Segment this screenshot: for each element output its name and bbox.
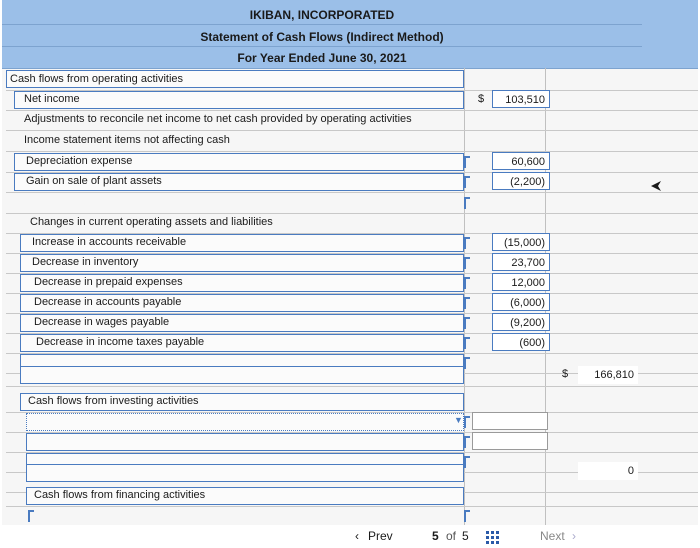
prev-button[interactable]: Prev [368,529,393,543]
label-field[interactable] [26,464,464,482]
decrease-wages-label: Decrease in wages payable [34,316,170,328]
adjustments-label: Adjustments to reconcile net income to net cash provided by operating activities [24,113,412,125]
income-items-label: Income statement items not affecting cash [24,134,230,146]
row-investing-1 [6,412,698,433]
operating-total-amount[interactable]: 166,810 [578,366,638,384]
dropdown-arrow-icon[interactable]: ▼ [454,415,463,425]
pagination-bar [0,525,700,548]
gain-sale-label: Gain on sale of plant assets [26,175,162,187]
decrease-ap-amount[interactable]: (6,000) [492,293,550,311]
gain-sale-amount[interactable]: (2,200) [492,172,550,190]
decrease-inventory-label: Decrease in inventory [32,256,139,268]
row-financing-title [6,486,698,507]
prev-chevron-icon[interactable]: ‹ [355,529,359,543]
row-changes-title [6,213,698,234]
statement-title: Statement of Cash Flows (Indirect Method) [200,30,444,44]
row-blank-1 [6,193,698,214]
row-income-items [6,131,698,152]
next-chevron-icon[interactable]: › [572,529,576,543]
row-gain-sale [6,172,698,193]
row-increase-ar [6,233,698,254]
investing-amount-2[interactable] [472,432,548,450]
investing-total-amount[interactable]: 0 [578,462,638,480]
decrease-wages-amount[interactable]: (9,200) [492,313,550,331]
depreciation-label: Depreciation expense [26,155,133,167]
row-adjustments [6,110,698,131]
label-field[interactable] [26,433,464,451]
depreciation-amount[interactable]: 60,600 [492,152,550,170]
operating-total-dollar: $ [562,368,569,380]
statement-header [2,0,698,69]
row-decrease-prepaid [6,273,698,294]
mouse-cursor-icon [650,180,662,192]
decrease-prepaid-label: Decrease in prepaid expenses [34,276,183,288]
grid-icon[interactable] [486,531,500,545]
current-page: 5 [432,529,439,543]
row-depreciation [6,152,698,173]
row-decrease-inventory [6,253,698,274]
investing-amount-1[interactable] [472,412,548,430]
statement-period: For Year Ended June 30, 2021 [237,51,407,65]
increase-ar-amount[interactable]: (15,000) [492,233,550,251]
row-net-income [6,90,698,111]
operating-title: Cash flows from operating activities [10,73,184,85]
next-button[interactable]: Next [540,529,565,543]
decrease-prepaid-amount[interactable]: 12,000 [492,273,550,291]
net-income-amount[interactable]: 103,510 [492,90,550,108]
row-operating-total [6,364,698,387]
total-pages: 5 [462,529,469,543]
row-decrease-taxes [6,333,698,354]
investing-title: Cash flows from investing activities [28,395,199,407]
decrease-taxes-label: Decrease in income taxes payable [36,336,205,348]
decrease-ap-label: Decrease in accounts payable [34,296,182,308]
net-income-dollar: $ [478,93,485,105]
row-financing-1 [6,506,698,527]
row-decrease-wages [6,313,698,334]
row-decrease-ap [6,293,698,314]
increase-ar-label: Increase in accounts receivable [32,236,187,248]
net-income-label: Net income [24,93,80,105]
decrease-inventory-amount[interactable]: 23,700 [492,253,550,271]
changes-title: Changes in current operating assets and liabilities [30,216,273,228]
row-operating-title [6,70,698,91]
row-investing-title [6,392,698,413]
decrease-taxes-amount[interactable]: (600) [492,333,550,351]
label-field[interactable] [14,91,464,109]
page-of: of [446,529,457,543]
cash-flow-worksheet [2,0,698,525]
company-name: IKIBAN, INCORPORATED [249,8,395,22]
label-field[interactable] [20,366,464,384]
row-investing-2 [6,432,698,453]
financing-title: Cash flows from financing activities [34,489,206,501]
label-field[interactable] [26,413,464,431]
